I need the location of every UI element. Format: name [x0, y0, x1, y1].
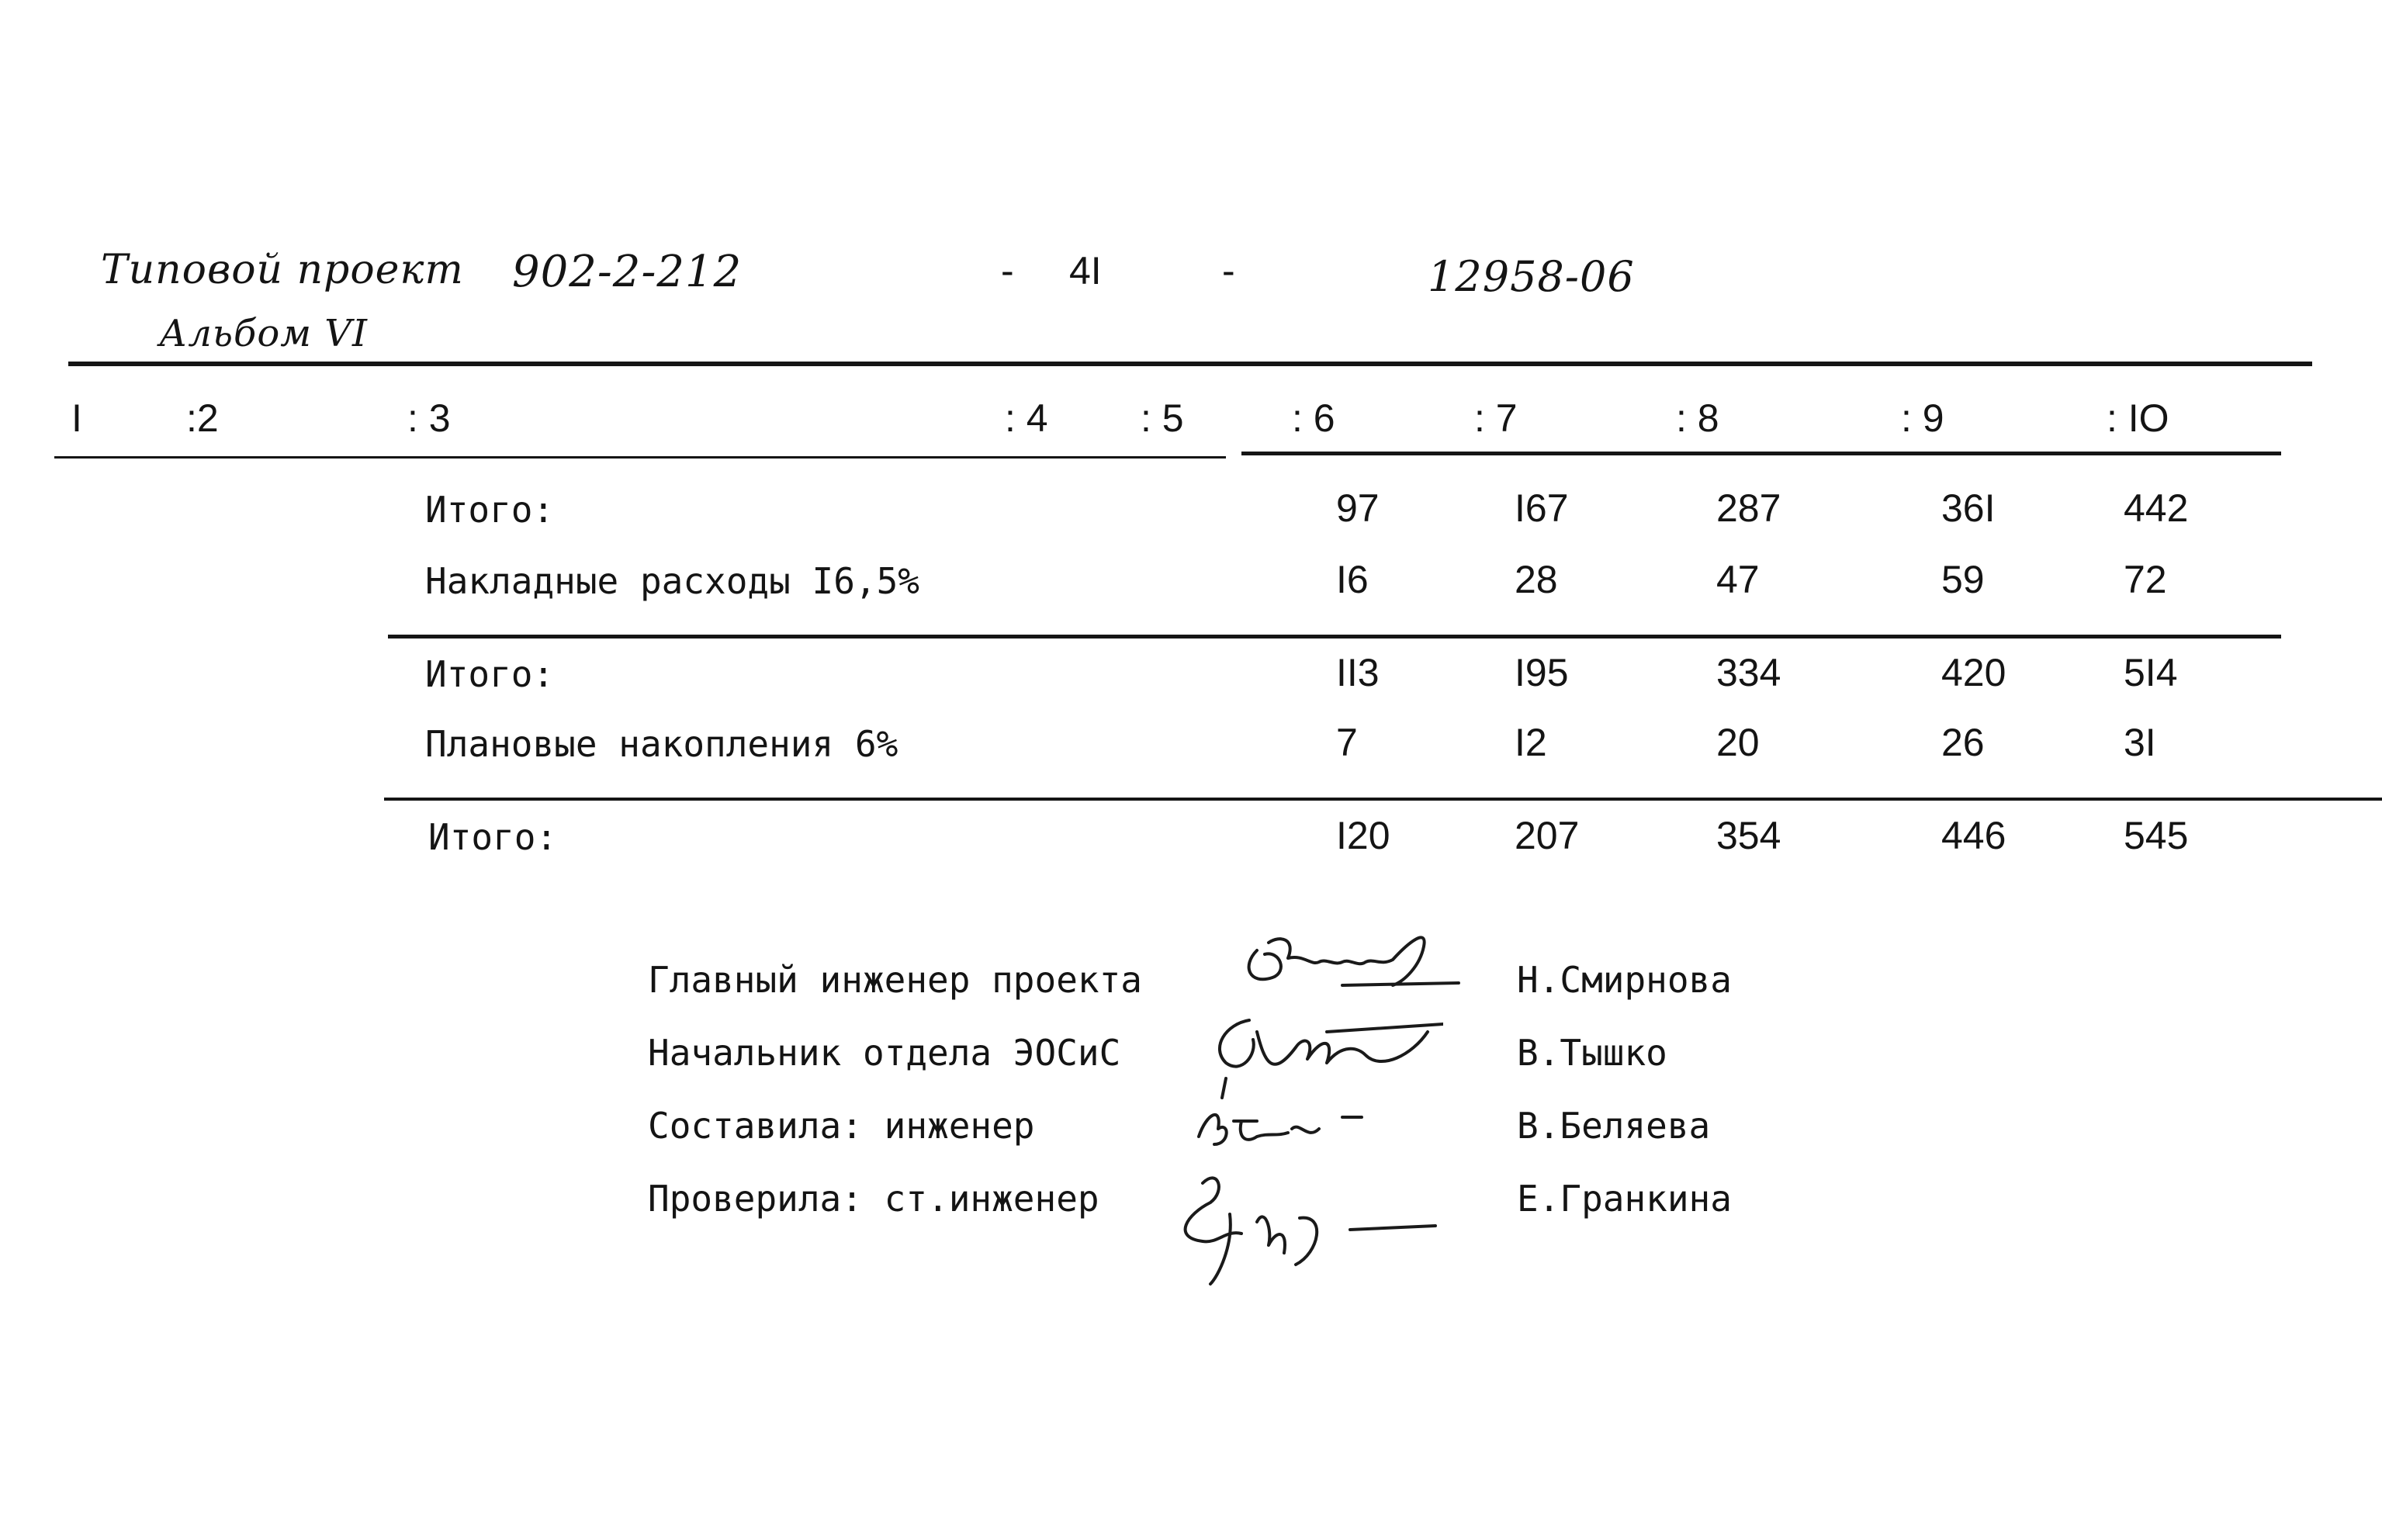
- page-number: 4I: [1069, 249, 1102, 292]
- signature-role: Главный инженер проекта: [648, 959, 1142, 1001]
- project-label: Типовой проект: [101, 247, 464, 293]
- signature-role: Составила: инженер: [648, 1105, 1035, 1147]
- cell-col8: 354: [1716, 814, 1781, 857]
- header-underline-left: [54, 456, 1226, 459]
- signature-name: В.Беляева: [1517, 1105, 1711, 1147]
- cell-col7: 207: [1515, 814, 1580, 857]
- cell-col6: 97: [1336, 486, 1380, 530]
- signature-role: Проверила: ст.инженер: [648, 1178, 1099, 1220]
- row-label: Накладные расходы I6,5%: [425, 560, 919, 602]
- row-label: Плановые накопления 6%: [425, 723, 898, 765]
- cell-col6: 7: [1336, 721, 1358, 764]
- total-rule: [384, 798, 2382, 801]
- header-underline-right: [1241, 452, 2281, 455]
- signature-name: В.Тышко: [1517, 1032, 1667, 1074]
- column-header-9: : 9: [1901, 396, 1944, 440]
- subtotal-rule: [388, 635, 2281, 638]
- cell-col10: 72: [2124, 558, 2167, 601]
- column-header-7: : 7: [1474, 396, 1518, 440]
- column-header-5: : 5: [1141, 396, 1184, 440]
- cell-col7: I2: [1515, 721, 1547, 764]
- cell-col8: 47: [1716, 558, 1760, 601]
- column-header-2: :2: [186, 396, 219, 440]
- cell-col7: 28: [1515, 558, 1558, 601]
- cell-col9: 59: [1941, 558, 1985, 601]
- cell-col10: 442: [2124, 486, 2189, 530]
- cell-col7: I95: [1515, 651, 1569, 694]
- signature-mark-chief-engineer: [1226, 919, 1474, 1005]
- cell-col8: 287: [1716, 486, 1781, 530]
- page-dash-left: -: [1001, 249, 1014, 292]
- signature-mark-checker: [1141, 1160, 1451, 1299]
- column-header-3: : 3: [407, 396, 451, 440]
- row-label: Итого:: [425, 653, 555, 695]
- album-label: Альбом VI: [159, 312, 368, 355]
- cell-col7: I67: [1515, 486, 1569, 530]
- document-code: 12958-06: [1428, 252, 1635, 301]
- cell-col6: I6: [1336, 558, 1369, 601]
- signature-name: Е.Гранкина: [1517, 1178, 1732, 1220]
- cell-col9: 446: [1941, 814, 2006, 857]
- signature-mark-compiler: [1183, 1090, 1385, 1160]
- cell-col8: 334: [1716, 651, 1781, 694]
- header-rule: [68, 362, 2312, 366]
- row-label: Итого:: [428, 816, 558, 858]
- column-header-4: : 4: [1005, 396, 1048, 440]
- column-header-10: : IO: [2107, 396, 2169, 440]
- cell-col9: 26: [1941, 721, 1985, 764]
- cell-col9: 420: [1941, 651, 2006, 694]
- column-header-8: : 8: [1676, 396, 1719, 440]
- cell-col10: 3I: [2124, 721, 2156, 764]
- cell-col9: 36I: [1941, 486, 1996, 530]
- page-dash-right: -: [1222, 249, 1235, 292]
- column-header-1: I: [71, 396, 82, 440]
- signature-name: Н.Смирнова: [1517, 959, 1732, 1001]
- row-label: Итого:: [425, 489, 555, 531]
- cell-col6: II3: [1336, 651, 1380, 694]
- cell-col8: 20: [1716, 721, 1760, 764]
- cell-col10: 5I4: [2124, 651, 2178, 694]
- signature-role: Начальник отдела ЭОСиС: [648, 1032, 1121, 1074]
- cell-col6: I20: [1336, 814, 1390, 857]
- column-header-6: : 6: [1292, 396, 1335, 440]
- cell-col10: 545: [2124, 814, 2189, 857]
- project-number: 902-2-212: [512, 247, 743, 297]
